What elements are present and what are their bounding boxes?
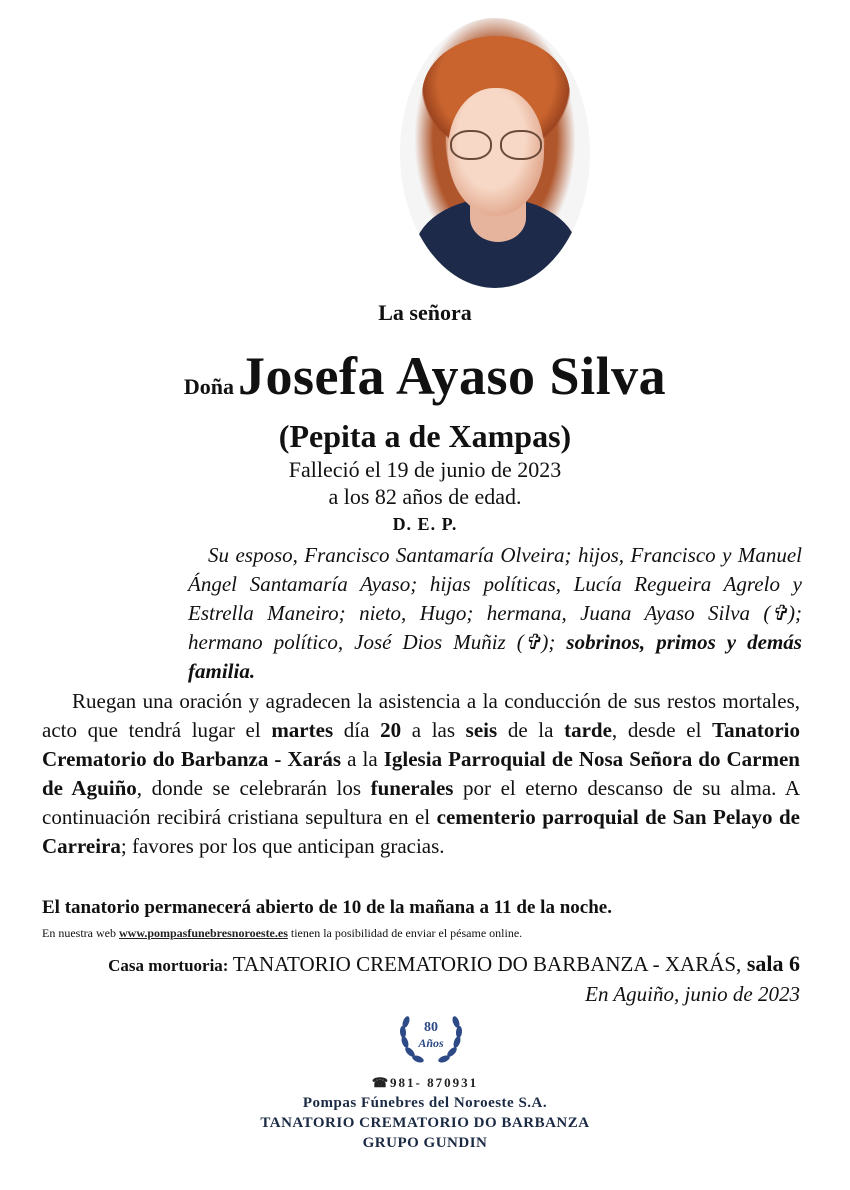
- ceremony-text: día: [333, 718, 381, 742]
- ceremony-cemetery: cementerio parroquial de San Pelayo de Carreira: [42, 805, 800, 858]
- ceremony-text: , donde se celebrarán los: [136, 776, 371, 800]
- family-closing: sobrinos, primos y demás familia.: [188, 630, 802, 683]
- casa-label: Casa mortuoria:: [108, 956, 233, 975]
- nickname: (Pepita a de Xampas): [278, 418, 572, 454]
- ceremony-time-of-day: tarde: [564, 718, 612, 742]
- deceased-name-row: [0, 345, 850, 407]
- ceremony-text: ; favores por los que anticipan gracias.: [120, 834, 445, 858]
- ceremony-church: Iglesia Parroquial de Nosa Señora do Carmen de Aguiño: [42, 747, 800, 800]
- ceremony-text: a la: [341, 747, 384, 771]
- ceremony-paragraph: [42, 687, 800, 861]
- tanatorio-hours: El tanatorio permanecerá abierto de 10 de la mañana a 11 de la noche.: [42, 897, 612, 918]
- ceremony-hour: seis: [465, 718, 498, 742]
- honorific-label: La señora: [378, 300, 472, 325]
- name-prefix: Doña: [183, 374, 235, 399]
- badge-number: 80: [424, 1020, 438, 1035]
- ceremony-text: a las: [401, 718, 466, 742]
- ceremony-day: martes: [271, 718, 334, 742]
- ceremony-funerals: funerales: [370, 776, 454, 800]
- age-at-death: a los 82 años de edad.: [328, 484, 522, 509]
- ceremony-text: , desde el: [611, 718, 713, 742]
- website-link[interactable]: www.pompasfunebresnoroeste.es: [118, 926, 288, 940]
- ceremony-origin: Tanatorio Crematorio do Barbanza - Xarás: [42, 718, 800, 771]
- family-text: Su esposo, Francisco Santamaría Olveira; hijos, Francisco y Manuel Ángel Santamaría Ayaso; hijas políticas, Lucía Regueira Agrelo y Estrella Maneiro; nieto, Hugo; hermana, Juana Ayaso Silva (✞); hermano político, José Dios Muñiz (✞);: [188, 543, 802, 654]
- casa-sala: sala 6: [741, 951, 800, 976]
- deceased-name: Josefa Ayaso Silva: [238, 346, 667, 406]
- portrait-photo: [400, 18, 590, 288]
- web-text: tienen la posibilidad de enviar el pésame online.: [287, 926, 523, 940]
- tanatorio-name: TANATORIO CREMATORIO DO BARBANZA: [260, 1115, 590, 1131]
- phone-number: ☎981- 870931: [371, 1075, 479, 1090]
- rip-label: D. E. P.: [392, 514, 458, 534]
- company-name: Pompas Fúnebres del Noroeste S.A.: [302, 1095, 548, 1111]
- death-date: Falleció el 19 de junio de 2023: [288, 457, 562, 482]
- badge-years: Años: [418, 1036, 444, 1050]
- ceremony-text: Ruegan una oración y agradecen la asistencia a la conducción de sus restos mortales, acto que tendrá lugar el: [42, 689, 800, 742]
- web-notice: [42, 926, 522, 941]
- place-date: En Aguiño, junio de 2023: [585, 982, 800, 1006]
- casa-mortuoria: [0, 951, 800, 977]
- ceremony-text: de la: [497, 718, 565, 742]
- anniversary-badge: [395, 1008, 467, 1070]
- web-text: En nuestra web: [42, 926, 119, 940]
- casa-value: TANATORIO CREMATORIO DO BARBANZA - XARÁS,: [232, 952, 742, 976]
- ceremony-text: por el eterno descanso de su alma. A continuación recibirá cristiana sepultura en el: [42, 776, 800, 829]
- ceremony-date: 20: [380, 718, 402, 742]
- group-name: GRUPO GUNDIN: [362, 1135, 488, 1151]
- family-paragraph: [188, 541, 802, 686]
